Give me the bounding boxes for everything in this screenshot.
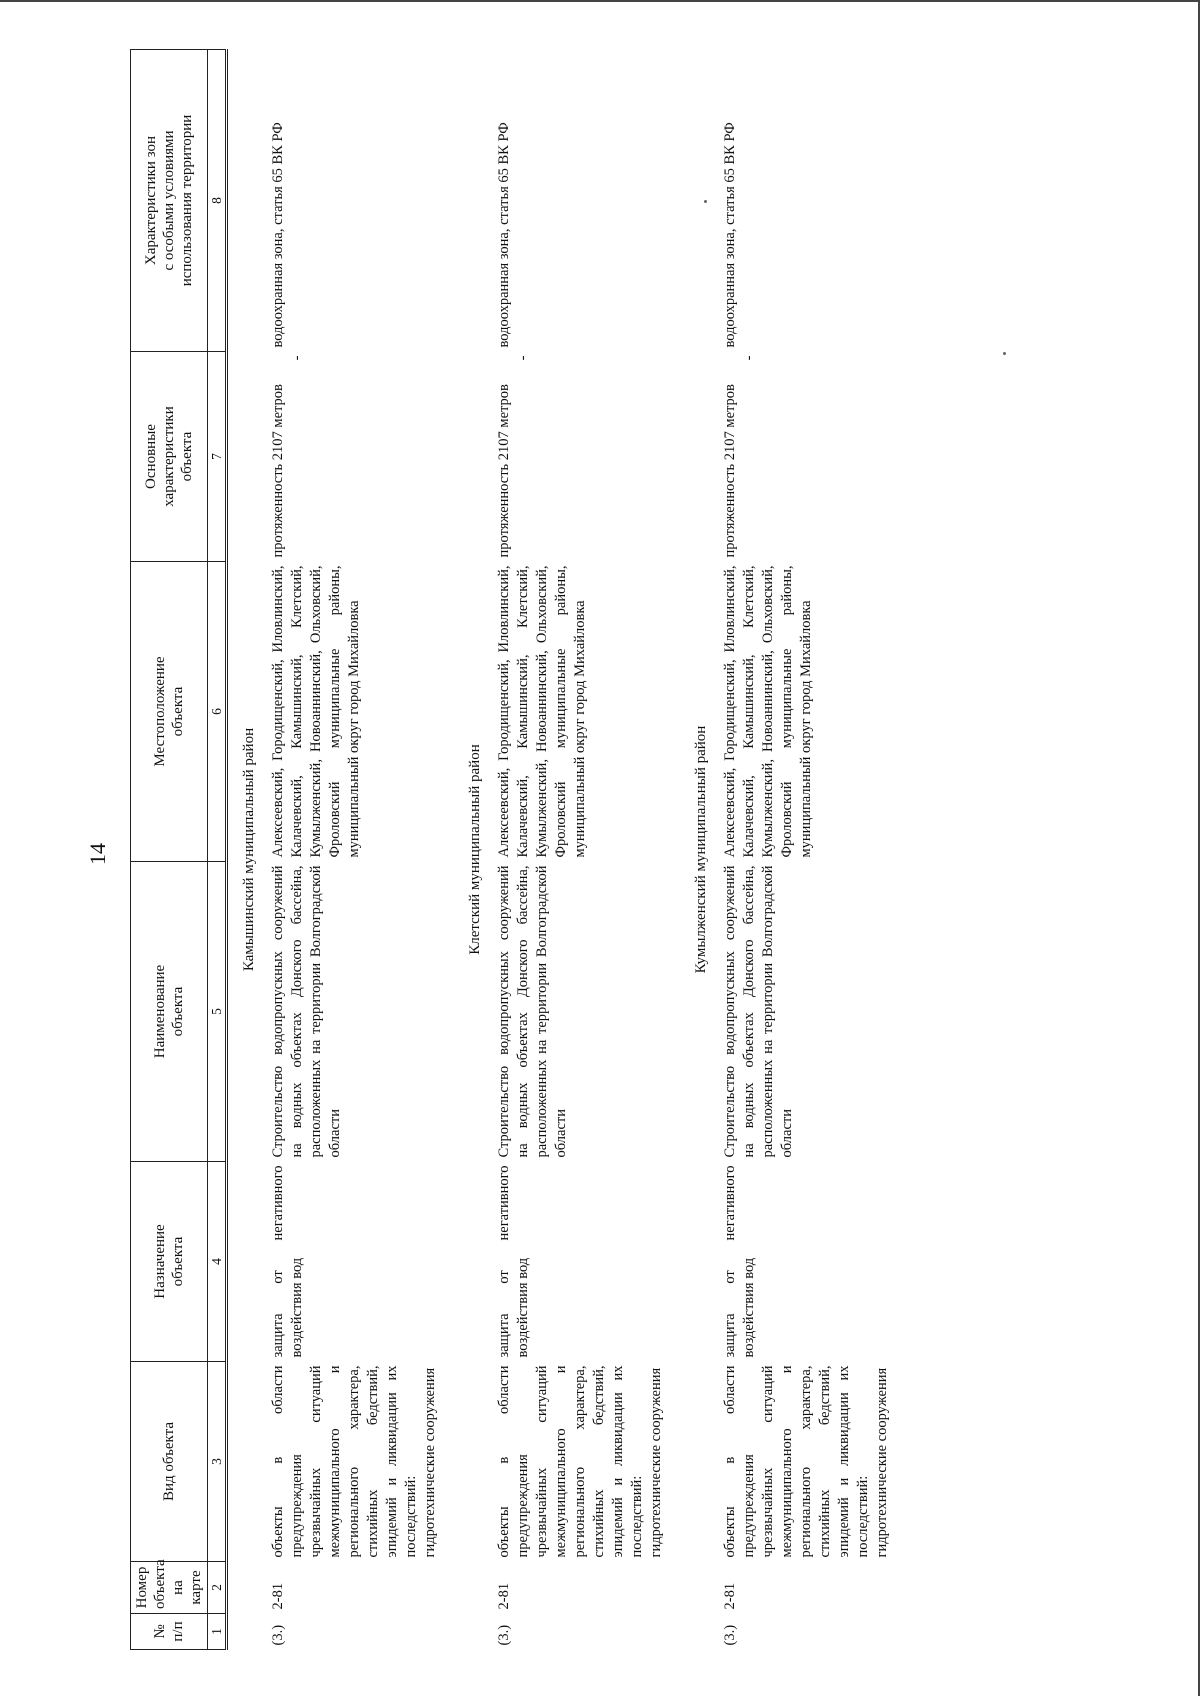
column-number: 8 [208, 50, 227, 352]
table-row [265, 50, 454, 1650]
header-object-name: Наименование объекта [131, 862, 208, 1162]
object-purpose: защита от негативного воздействия вод [270, 1165, 305, 1358]
table-row [717, 50, 906, 1650]
header-map-number: Номер объекта на карте [131, 1562, 208, 1614]
column-number-row [208, 50, 227, 1650]
header-number: № п/п [131, 1614, 208, 1650]
object-purpose: защита от негативного воздействия вод [496, 1165, 531, 1358]
object-kind: объекты в области предупреждения чрезвычайных ситуаций межмуниципального и регионального характера, стихийных бедствий, эпидемий и ликвидации их последствий: гидротехнические сооружения [270, 1365, 438, 1558]
zone-characteristics: водоохранная зона, статья 65 ВК РФ [270, 122, 286, 348]
section-heading-row [680, 50, 717, 1650]
header-object-kind: Вид объекта [131, 1362, 208, 1562]
object-location: Алексеевский, Городищенский, Иловлинский, Калачевский, Камышинский, Клетский, Кумылженский, Новоаннинский, Ольховский, Фроловский муниципальные районы, муниципальный округ город Михайловка [496, 565, 588, 858]
object-characteristics: протяженность 2107 метров [270, 384, 286, 558]
column-number: 6 [208, 562, 227, 862]
object-characteristics-cell [717, 352, 906, 562]
object-purpose: защита от негативного воздействия вод [722, 1165, 757, 1358]
district-title: Кумылженский муниципальный район [693, 725, 709, 974]
section-heading-row [227, 50, 266, 1650]
object-characteristics-cell [491, 352, 680, 562]
object-kind: объекты в области предупреждения чрезвычайных ситуаций межмуниципального и регионального характера, стихийных бедствий, эпидемий и ликвидации их последствий: гидротехнические сооружения [496, 1365, 664, 1558]
header-zone-characteristics: Характеристики зон с особыми условиями использования территории [131, 50, 208, 352]
zone-characteristics: водоохранная зона, статья 65 ВК РФ [496, 122, 512, 348]
object-name: Строительство водопропускных сооружений на водных объектах Донского бассейна, расположенных на территории Волгоградской области [496, 865, 569, 1158]
header-object-purpose: Назначение объекта [131, 1162, 208, 1362]
object-name: Строительство водопропускных сооружений на водных объектах Донского бассейна, расположенных на территории Волгоградской области [270, 865, 343, 1158]
object-characteristics: протяженность 2107 метров [496, 384, 512, 558]
column-number: 7 [208, 352, 227, 562]
column-number: 1 [208, 1614, 227, 1650]
row-number: (3.) [722, 1624, 738, 1646]
object-location: Алексеевский, Городищенский, Иловлинский, Калачевский, Камышинский, Клетский, Кумылженский, Новоаннинский, Ольховский, Фроловский муниципальные районы, муниципальный округ город Михайловка [270, 565, 362, 858]
characteristics-dash: - [289, 355, 305, 361]
object-kind: объекты в области предупреждения чрезвычайных ситуаций межмуниципального и регионального характера, стихийных бедствий, эпидемий и ликвидации их последствий: гидротехнические сооружения [722, 1365, 890, 1558]
zone-characteristics: водоохранная зона, статья 65 ВК РФ [722, 122, 738, 348]
rotated-document-page [55, 40, 1115, 1680]
object-name: Строительство водопропускных сооружений на водных объектах Донского бассейна, расположенных на территории Волгоградской области [722, 865, 795, 1158]
section-heading-row [454, 50, 491, 1650]
objects-register-table [130, 49, 906, 1650]
object-characteristics: протяженность 2107 метров [722, 384, 738, 558]
map-object-number: 2-81 [722, 1582, 738, 1610]
map-object-number: 2-81 [270, 1582, 286, 1610]
characteristics-dash: - [515, 355, 531, 361]
column-number: 3 [208, 1362, 227, 1562]
table-header-row [131, 50, 208, 1650]
header-object-location: Местоположение объекта [131, 562, 208, 862]
row-number: (3.) [496, 1624, 512, 1646]
header-main-characteristics: Основные характеристики объекта [131, 352, 208, 562]
object-location: Алексеевский, Городищенский, Иловлинский, Калачевский, Камышинский, Клетский, Кумылженский, Новоаннинский, Ольховский, Фроловский муниципальные районы, муниципальный округ город Михайловка [722, 565, 814, 858]
column-number: 2 [208, 1562, 227, 1614]
district-title: Камышинский муниципальный район [241, 727, 257, 972]
column-number: 4 [208, 1162, 227, 1362]
row-number: (3.) [270, 1624, 286, 1646]
map-object-number: 2-81 [496, 1582, 512, 1610]
table-row [491, 50, 680, 1650]
page-number: 14 [85, 843, 110, 865]
scan-edge-top [0, 0, 1200, 2]
district-title: Клетский муниципальный район [467, 744, 483, 955]
object-characteristics-cell [265, 352, 454, 562]
column-number: 5 [208, 862, 227, 1162]
characteristics-dash: - [741, 355, 757, 361]
